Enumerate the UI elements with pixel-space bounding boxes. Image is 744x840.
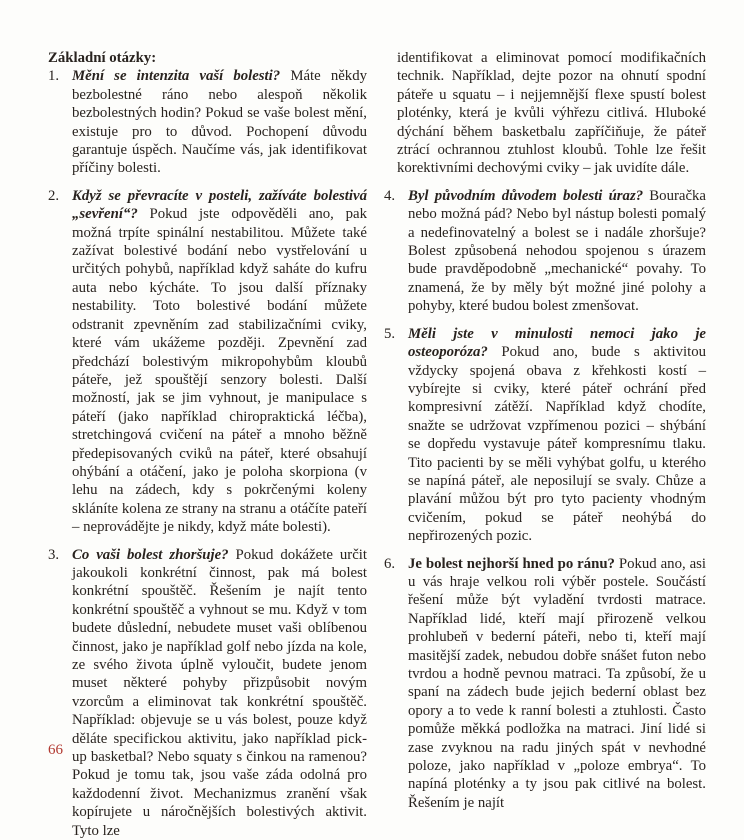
item-number: 4.	[384, 187, 396, 204]
question-item-4	[384, 187, 706, 316]
question-item-2	[48, 187, 367, 537]
question-paragraph	[408, 325, 706, 546]
question-item-5	[384, 325, 706, 546]
question-text: Bouračka nebo možná pád? Nebo byl nástup bolesti pomalý a nedefinovatelný a bolest se i nadále zhoršuje? Bolest způsobená nehodou spojenou s úrazem bude pravděpodobně „mechanické“ povahy. To znamená, že by měly být možné jiné polohy a pohyby, které budou bolest zmenšovat.	[408, 187, 706, 315]
right-column	[384, 49, 706, 812]
left-column	[48, 49, 367, 840]
question-lead: Mění se intenzita vaší bolesti?	[72, 68, 281, 85]
question-item-1	[48, 67, 367, 177]
question-text: Pokud ano, asi u vás hraje velkou roli výběr postele. Součástí řešení může být vyladění tvrdosti matrace. Například lidé, kteří mají přirozeně velkou prohlubeň v bederní páteři, nebo ti, kteří mají masitější zadek, nebudou dobře snášet futon nebo tvrdou a hodně pevnou matraci. Ta způsobí, že u spaní na zádech bude jejich bederní oblast bez opory a to vede k ranní bolesti a ztuhlosti. Často pomůže měkká podložka na matraci. Jiní lidé si zase zvyknou na radu jiných spát v nevhodné poloze, jako například v „poloze embrya“. To napíná ploténky a ty jsou pak citlivé na bolest. Řešením je najít	[408, 555, 706, 811]
item-number: 3.	[48, 546, 60, 563]
question-paragraph	[408, 555, 706, 813]
question-text: Pokud ano, bude s aktivitou vždycky spojená obava z křehkosti kostí – vybírejte si cviky, které páteř ochrání před kompresivní zátěží. Například když chodíte, snažte se udržovat vzpřímenou pozici – shýbání se dopředu vystavuje páteř kompresnímu tlaku. Tito pacienti by se měli vyhýbat golfu, u kterého se napíná páteř, ale neposilují se svaly. Chůze a plavání můžou být pro tyto pacienty vhodným cvičením, pokud se páteř neohýbá do nepřirozených pozic.	[408, 344, 707, 545]
question-lead: Když se převracíte v posteli, zažíváte bolestivá „sevření“?	[72, 187, 367, 223]
question-paragraph	[72, 67, 367, 177]
question-text: Pokud dokážete určit jakoukoli konkrétní činnost, pak má bolest konkrétní spouštěč. Řešením je najít tento konkrétní spouštěč a vyhnout se mu. Když v tom budete důslední, nebudete muset vaši oblíbenou činnost, jako je například golf nebo jízda na kole, ze svého života úplně vyloučit, budete jenom muset některé pohyby přizpůsobit novým vzorcům a eliminovat tak konkrétní spouštěč. Například: objevuje se u vás bolest, pouze když děláte specifickou aktivitu, jako například pick-up basketbal? Nebo squaty s činkou na ramenou? Pokud je tomu tak, jsou vaše záda odolná pro každodenní život. Mechanizmus zranění však kopírujete u náročnějších bolestivých aktivit. Tyto lze	[72, 546, 367, 839]
question-lead: Co vaši bolest zhoršuje?	[72, 546, 229, 563]
question-lead: Je bolest nejhorší hned po ránu?	[408, 555, 615, 572]
question-text: Pokud jste odpověděli ano, pak možná trpíte spinální nestabilitou. Můžete také zažívat bolestivé bodání nebo vystřelování u určitých pohybů, například když saháte do kufru auta nebo kýcháte. To jsou další příznaky nestability. Toto bolestivé bodání můžete odstranit zpevněním zad stabilizačními cviky, které vám ukážeme později. Zpevnění zad předchází bolestivým mikropohybům kloubů páteře, jež spouštějí senzory bolesti. Další možností, jak se jim vyhnout, je manipulace s páteří (jako například chiropraktická léčba), stretchingová cvičení na páteř a mnoho běžně předepisovaných cviků na páteř, které obsahují ohýbání a otáčení, jako je poloha skorpiona (v lehu na zádech, kdy s pokrčenými koleny skláníte kolena ze strany na stranu a otáčíte pateří – neprovádějte je nikdy, když máte bolesti).	[72, 206, 367, 536]
section-heading: Základní otázky:	[48, 50, 157, 66]
page-number: 66	[48, 742, 63, 758]
question-paragraph	[72, 187, 367, 537]
question-paragraph	[72, 546, 367, 840]
question-paragraph	[408, 187, 706, 316]
question-lead: Byl původním důvodem bolesti úraz?	[408, 187, 644, 204]
question-item-3	[48, 546, 367, 840]
continuation-paragraph: identifikovat a eliminovat pomocí modifikačních technik. Například, dejte pozor na ohnutí spodní páteře u squatu – i nejjemnější flexe spustí bolest ploténky, která je kvůli výhřezu citlivá. Hluboké dýchání během basketbalu zapříčiňuje, že páteř ztrácí ochrannou ztuhlost kloubů. Tohle lze řešit korektivními dechovými cviky – jak uvidíte dále.	[397, 50, 706, 177]
item-number: 2.	[48, 187, 60, 204]
item-number: 6.	[384, 555, 396, 572]
question-lead: Měli jste v minulosti nemoci jako je osteoporóza?	[408, 325, 706, 361]
item-number: 1.	[48, 68, 60, 85]
question-text: Máte někdy bezbolestné ráno nebo alespoň několik bezbolestných hodin? Pokud se vaše bolest mění, existuje pro to důvod. Pochopení důvodu garantuje úspěch. Naučíme vás, jak identifikovat příčiny bolesti.	[72, 68, 367, 177]
question-item-6	[384, 555, 706, 813]
item-number: 5.	[384, 325, 396, 342]
